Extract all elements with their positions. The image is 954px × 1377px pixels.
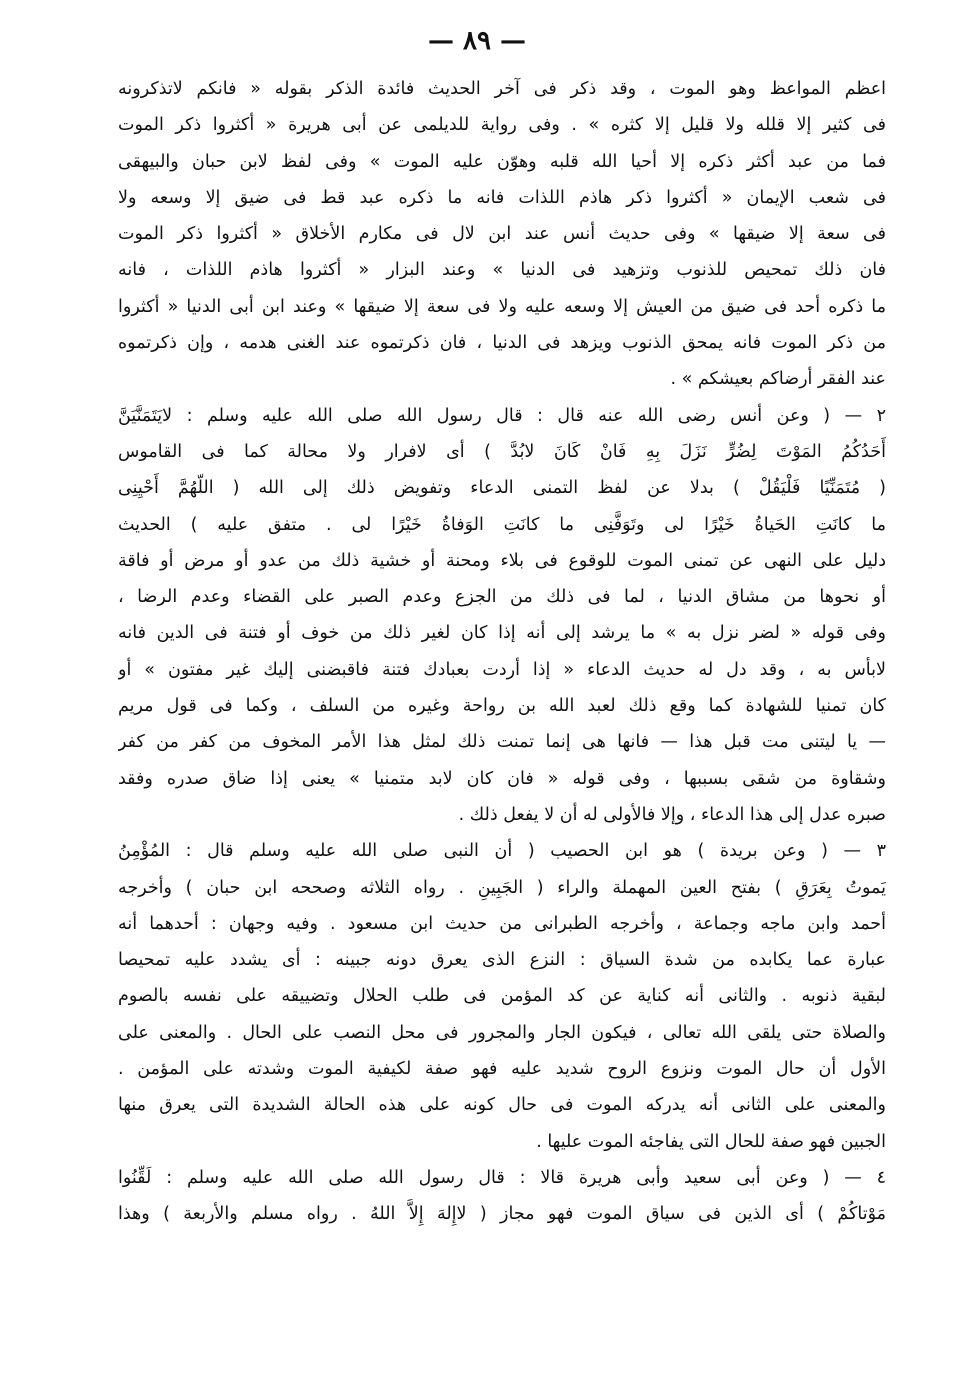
text-line: أَحَدُكُمُ المَوْتَ لِضُرٍّ نَزَلَ بِهِ فَانْ كَانَ لابُدَّ ) أى لافرار ولا محالة كما فى القاموس bbox=[118, 441, 886, 462]
text-line: أحمد وابن ماجه وجماعة ، وأخرجه الطبرانى من حديث ابن مسعود . وفيه وجهان : أحدهما أنه bbox=[118, 913, 886, 934]
text-line: فى كثير إلا قلله ولا قليل إلا كثره » . وفى رواية للديلمى عن أبى هريرة « أكثروا ذكر الموت bbox=[118, 115, 886, 136]
text-line: دليل على النهى عن تمنى الموت للوقوع فى بلاء ومحنة أو خشية ذلك من عدو أو مرض أو فاقة bbox=[118, 550, 886, 571]
text-line: والمعنى على الثانى أنه يدركه الموت فى حال كونه على هذه الحالة الشديدة التى يعرق منها bbox=[118, 1095, 886, 1116]
text-line: — يا ليتنى مت قبل هذا — فانها هى إنما تمنت ذلك لمثل هذا الأمر المخوف من كفر من كفر bbox=[118, 732, 886, 753]
text-line: وشقاوة من شقى بسببها ، وفى قوله « فان كان لابد متمنيا » يعنى إذا ضاق صدره وفقد bbox=[118, 768, 886, 789]
text-line: الأول أن حال الموت ونزوع الروح شديد عليه فهو صفة لكيفية الموت وشدته على المؤمن . bbox=[118, 1059, 886, 1080]
text-line: لابأس به ، وقد دل له حديث الدعاء « إذا أردت بعبادك فتنة فاقبضنى إليك غير مفتون » أو bbox=[118, 659, 886, 680]
page-number: — ٨٩ — bbox=[427, 26, 527, 56]
text-line: مَوْتاكُمْ ) أى الذين فى سياق الموت فهو مجاز ( لاإِلهَ إِلاَّ اللهُ . رواه مسلم والأربعة ) وهذا bbox=[118, 1204, 886, 1225]
body-text bbox=[118, 71, 886, 1233]
text-line: ٣ — ( وعن بريدة ) هو ابن الحصيب ( أن النبى صلى الله عليه وسلم قال : المُؤْمِنُ bbox=[118, 841, 886, 862]
text-line: لبقية ذنوبه . والثانى أنه كناية عن كد المؤمن فى طلب الحلال وتضييقه على نفسه بالصوم bbox=[118, 986, 886, 1007]
text-line: ٢ — ( وعن أنس رضى الله عنه قال : قال رسول الله صلى الله عليه وسلم : لايَتَمَنَّيَنَّ bbox=[118, 405, 886, 426]
text-line: من ذكر الموت فانه يمحق الذنوب ويزهد فى الدنيا ، فان ذكرتموه عند الغنى هدمه ، وإن ذكرتموه bbox=[118, 333, 886, 354]
text-line: كان تمنيا للشهادة كما وقع ذلك لعبد الله بن رواحة وغيره من السلف ، وكما فى قول مريم bbox=[118, 696, 886, 717]
text-line: أو نحوها من مشاق الدنيا ، لما فى ذلك من الجزع وعدم الصبر على القضاء وعدم الرضا ، bbox=[118, 587, 886, 608]
text-line: يَموتُ بِعَرَقِ ) بفتح العين المهملة والراء ( الجَبِينِ . رواه الثلاثه وصححه ابن حبان ) وأخرجه bbox=[118, 877, 886, 898]
text-line: ٤ — ( وعن أبى سعيد وأبى هريرة قالا : قال رسول الله صلى الله عليه وسلم : لَقِّنُوا bbox=[118, 1167, 886, 1188]
text-line: والصلاة حتى يلقى الله تعالى ، فيكون الجار والمجرور فى محل النصب على الحال . والمعنى على bbox=[118, 1022, 886, 1043]
text-line: فما من عبد أكثر ذكره إلا أحيا الله قلبه وهوّن عليه الموت » وفى لفظ لابن حبان والبيهقى bbox=[118, 151, 886, 172]
text-line: ( مُتَمَنِّيًا فَلْيَقُلْ ) بدلا عن لفظ التمنى الدعاء وتفويض ذلك إلى الله ( اللّهُمَّ أَحْيِنِى bbox=[118, 478, 886, 499]
text-line: عند الفقر أرضاكم بعيشكم » . bbox=[670, 369, 886, 390]
text-line: عبارة عما يكابده من شدة السياق : النزع الذى يعرق دونه جبينه : أى يشدد عليه تمحيصا bbox=[118, 950, 886, 971]
text-line: اعظم المواعظ وهو الموت ، وقد ذكر فى آخر الحديث فائدة الذكر بقوله « فانكم لاتذكرونه bbox=[118, 79, 886, 99]
text-line: صبره عدل إلى هذا الدعاء ، وإلا فالأولى له أن لا يفعل ذلك . bbox=[458, 804, 886, 825]
text-line: ما كانَتِ الحَياةُ خَيْرًا لى وتَوَفَّنِى ما كانَتِ الوَفاةُ خَيْرًا لى . متفق عليه ) الحديث bbox=[118, 514, 886, 535]
text-line: فى شعب الإيمان « أكثروا ذكر هاذم اللذات فانه ما ذكره عبد قط فى ضيق إلا وسعه ولا bbox=[118, 187, 886, 208]
text-line: فان ذلك تمحيص للذنوب وتزهيد فى الدنيا » وعند البزار « أكثروا هاذم اللذات ، فانه bbox=[118, 260, 886, 281]
text-line: وفى قوله « لضر نزل به » ما يرشد إلى أنه إذا كان لغير ذلك من خوف أو فتنة فى الدين فانه bbox=[118, 623, 886, 644]
text-line: فى سعة إلا ضيقها » وفى حديث أنس عند ابن لال فى مكارم الأخلاق « أكثروا ذكر الموت bbox=[118, 224, 886, 245]
text-line: الجبين فهو صفة للحال التى يفاجئه الموت عليها . bbox=[536, 1131, 886, 1152]
text-line: ما ذكره أحد فى ضيق من العيش إلا وسعه عليه ولا فى سعة إلا ضيقها » وعند ابن أبى الدنيا « أكثروا bbox=[118, 296, 886, 317]
